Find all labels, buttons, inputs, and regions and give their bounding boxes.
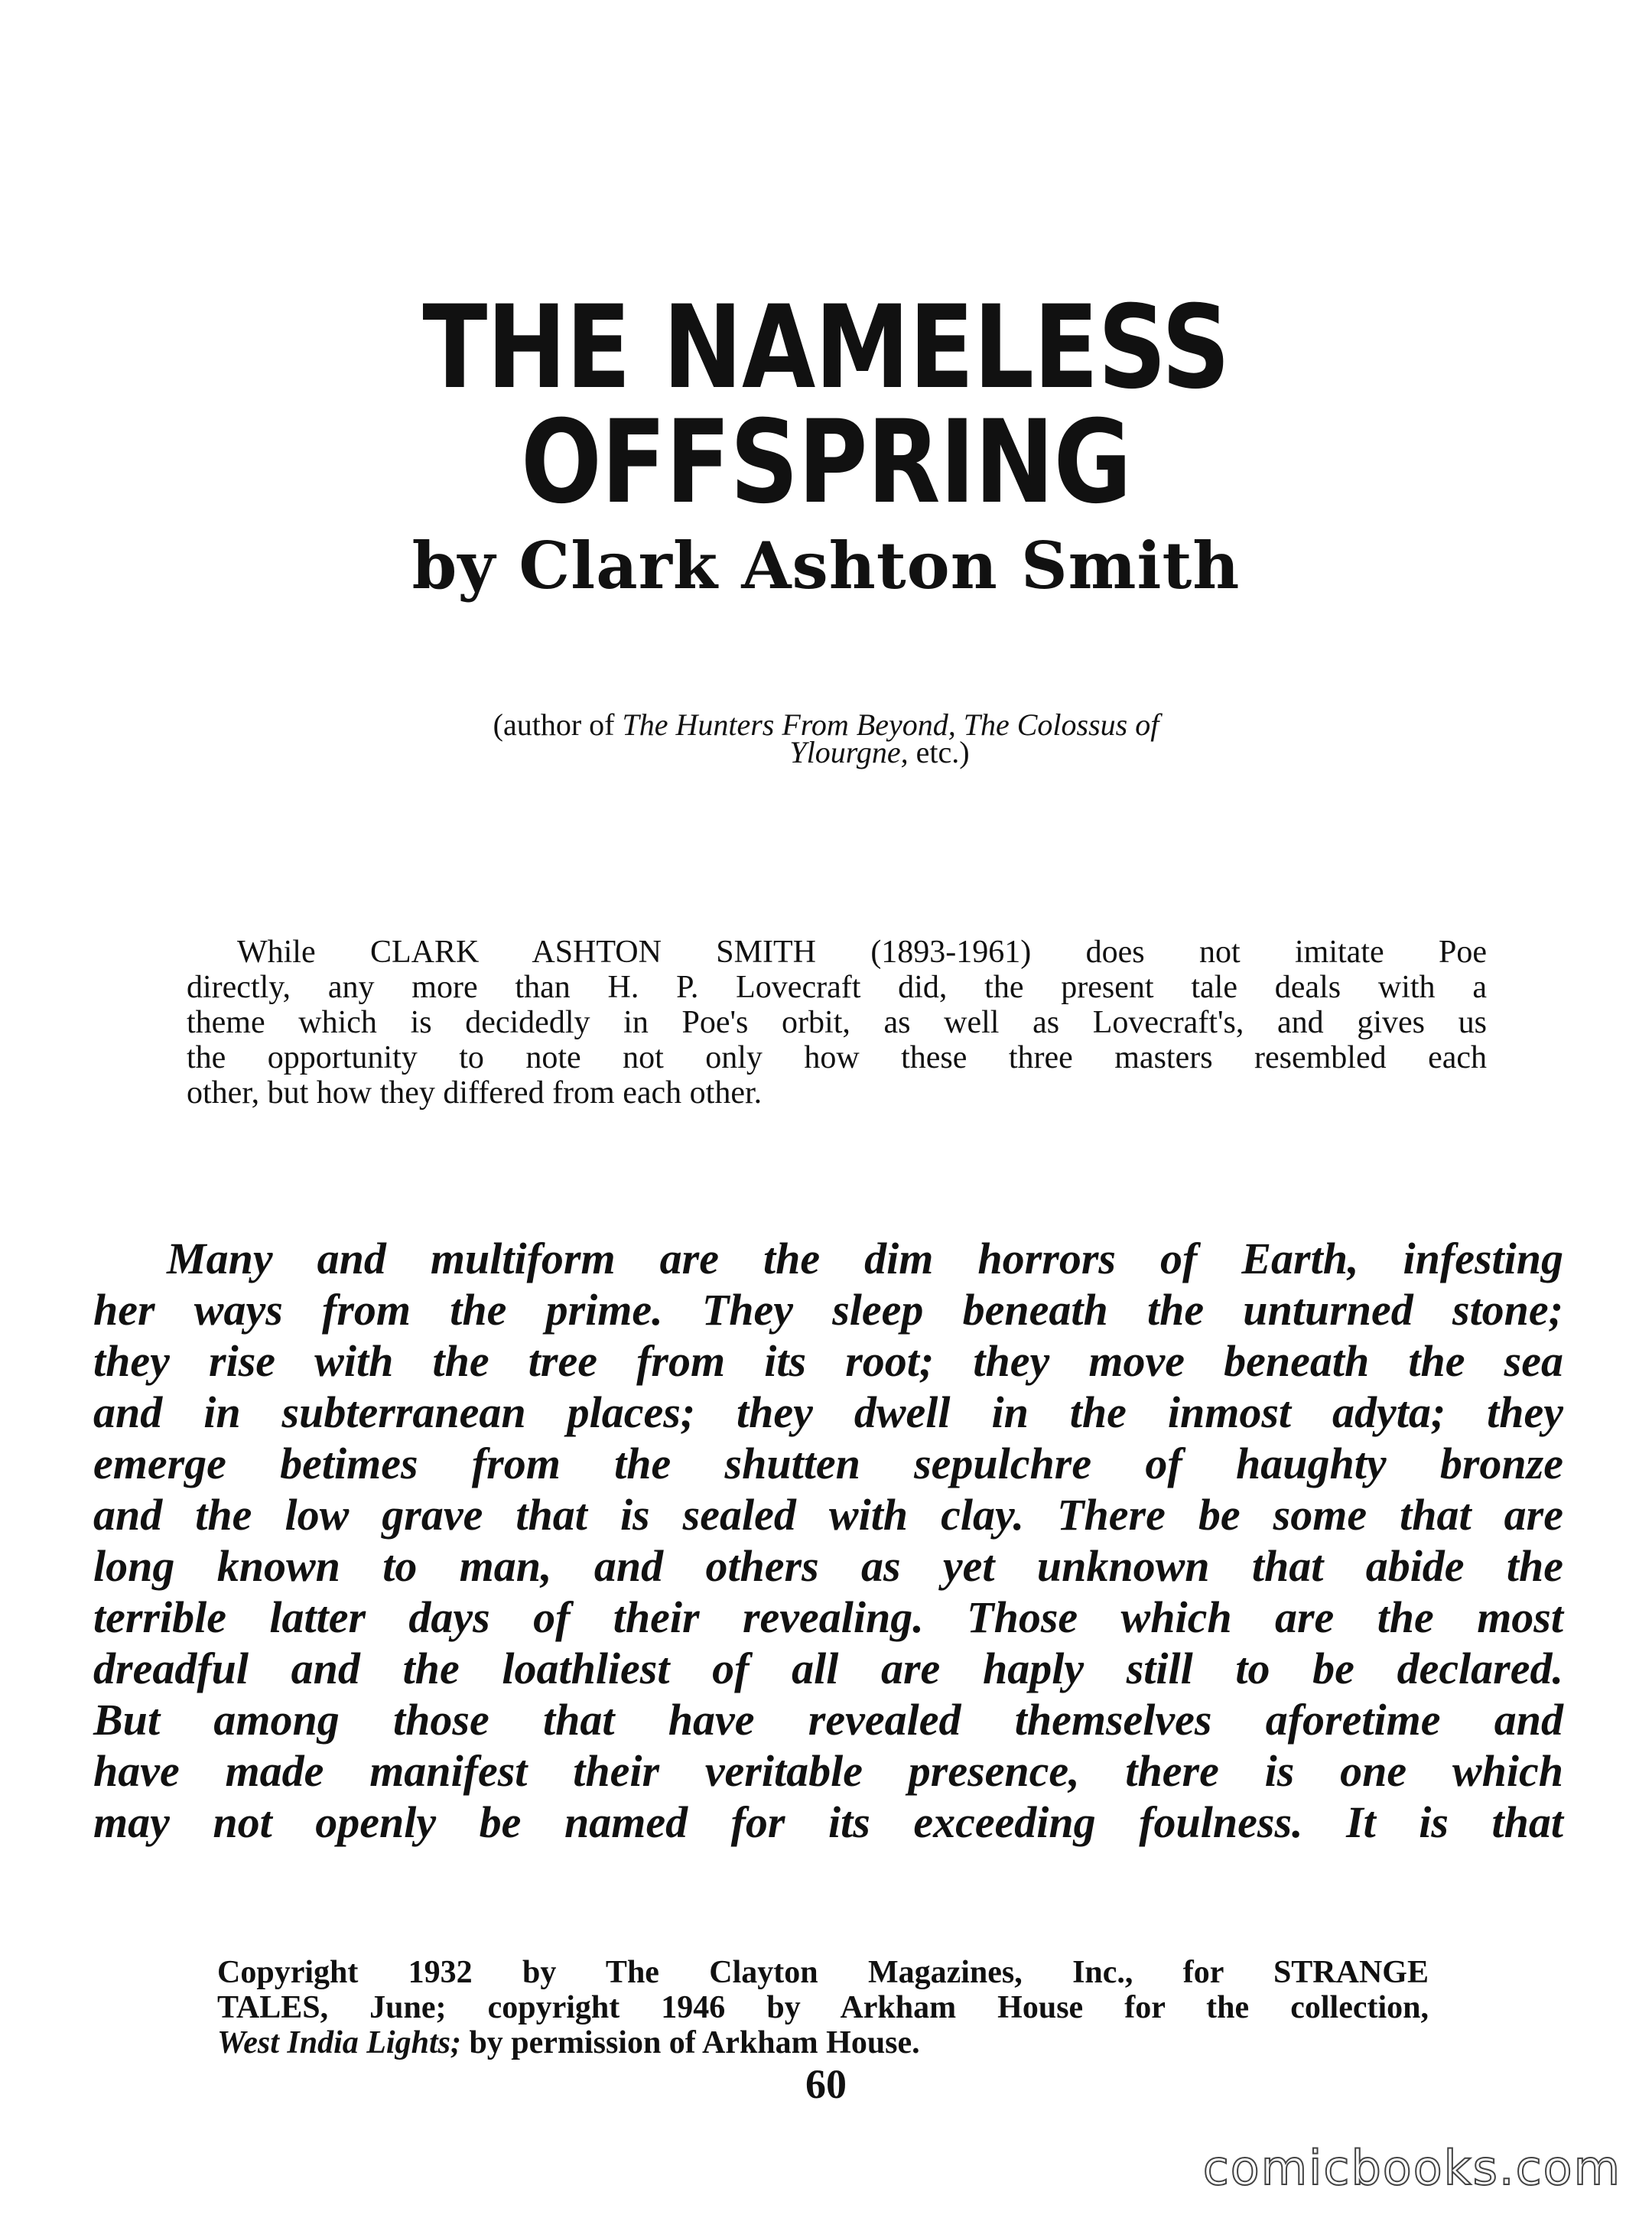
story-line: But among those that have revealed themselves aforetime and [93,1695,1563,1745]
editor-introduction [187,935,1487,1111]
permission-text: by permission of Arkham House. [460,2025,920,2060]
credits-line-2 [0,735,1652,769]
story-line: Many and multiform are the dim horrors of Earth, infesting [167,1234,1563,1283]
author-credits [0,707,1652,769]
story-line: her ways from the prime. They sleep beneath the unturned stone; [93,1285,1563,1335]
credits-prefix: (author of [493,707,623,742]
story-line: emerge betimes from the shutten sepulchre of haughty bronze [93,1439,1563,1488]
intro-line: the opportunity to note not only how these three masters resembled each [187,1040,1487,1075]
copyright-line-1: Copyright 1932 by The Clayton Magazines, Inc., for STRANGE [217,1955,1429,1990]
story-line: long known to man, and others as yet unknown that abide the [93,1541,1563,1591]
story-opening-paragraph [93,1233,1563,1848]
story-line: have made manifest their veritable presence, there is one which [93,1746,1563,1796]
intro-line: theme which is decidedly in Poe's orbit, as well as Lovecraft's, and gives us [187,1005,1487,1040]
watermark-logo: comicbooks.com [1202,2140,1621,2196]
story-line: terrible latter days of their revealing. Those which are the most [93,1592,1563,1642]
copyright-notice [217,1955,1429,2060]
copyright-line-2: TALES, June; copyright 1946 by Arkham House for the collection, [217,1990,1429,2025]
intro-line: While CLARK ASHTON SMITH (1893-1961) does not imitate Poe [237,935,1487,970]
copyright-line-3 [217,2025,1429,2060]
intro-line: directly, any more than H. P. Lovecraft did, the present tale deals with a [187,970,1487,1005]
intro-line: other, but how they differed from each other. [187,1075,763,1111]
credits-work-title-2: Ylourgne, [789,735,909,769]
credits-work-title-1: The Hunters From Beyond, The Colossus of [622,707,1159,742]
story-line: they rise with the tree from its root; they move beneath the sea [93,1336,1563,1386]
story-line: dreadful and the loathliest of all are haply still to be declared. [93,1644,1563,1693]
story-line: may not openly be named for its exceeding foulness. It is that [93,1797,1563,1847]
author-byline: by Clark Ashton Smith [411,528,1241,603]
page-number: 60 [805,2061,847,2107]
credits-suffix: etc.) [908,735,970,769]
story-line: and in subterranean places; they dwell in the inmost adyta; they [93,1387,1563,1437]
collection-title: West India Lights; [217,2025,461,2060]
story-line: and the low grave that is sealed with clay. There be some that are [93,1490,1563,1540]
page-title: THE NAMELESS OFFSPRING [422,281,1230,529]
